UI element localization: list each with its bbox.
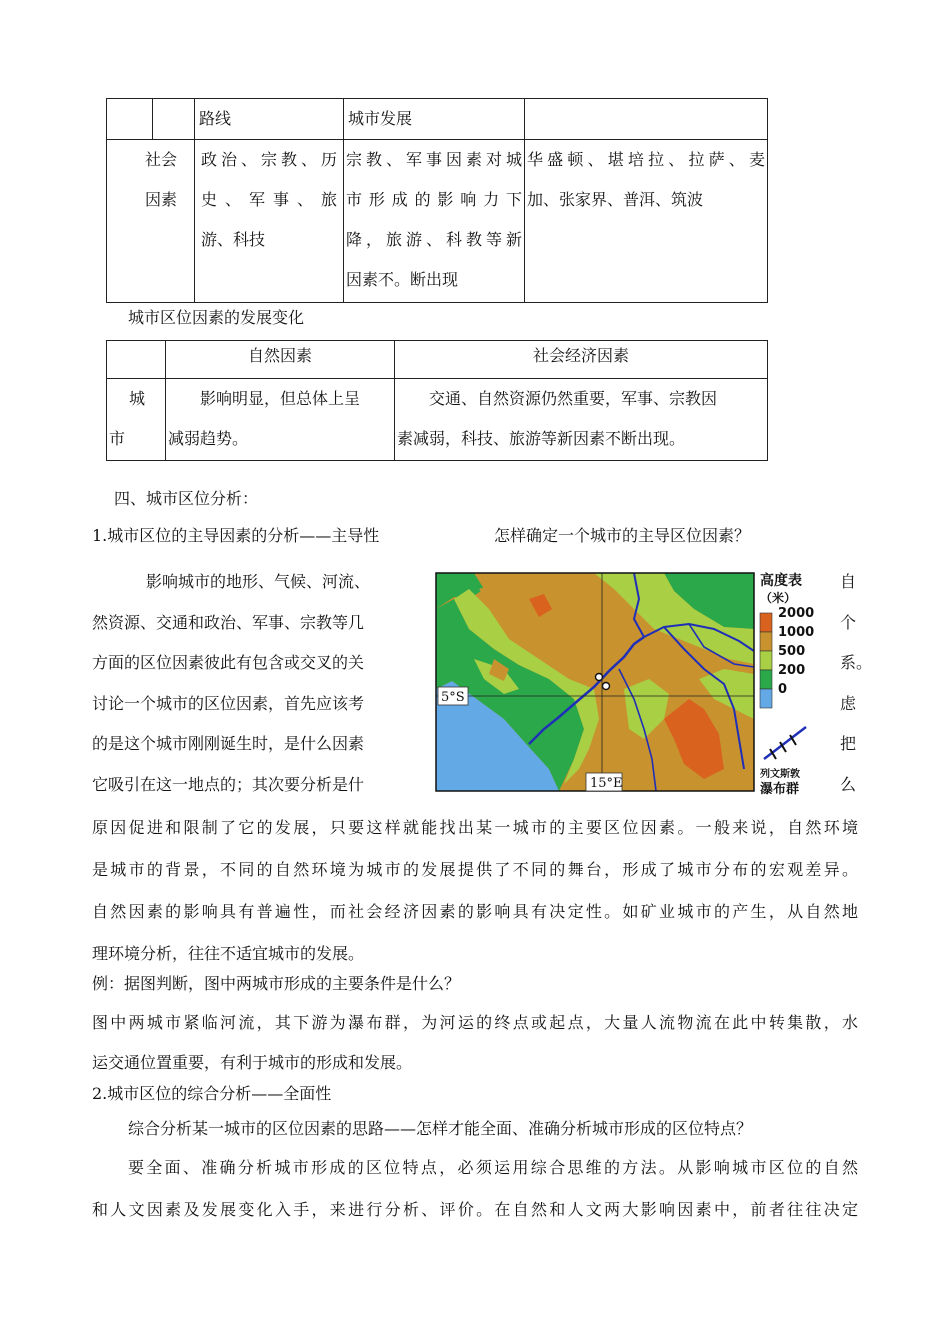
table-cell — [107, 379, 166, 461]
cell-line: 因素不。断出现 — [346, 270, 459, 289]
section-heading: 四、城市区位分析： — [114, 489, 259, 508]
text-line: 把 — [840, 734, 857, 753]
table-caption: 城市区位因素的发展变化 — [128, 308, 305, 327]
cell-line: 市形成的影响力下 — [346, 190, 522, 209]
wrap-text-left — [92, 562, 422, 805]
paragraph-approach: 综合分析某一城市的区位因素的思路——怎样才能全面、准确分析城市形成的区位特点？ — [128, 1119, 753, 1138]
table-cell: 城市发展 — [344, 99, 525, 140]
cell-line: 影响明显，但总体上呈 — [200, 389, 361, 408]
falls-label: 瀑布群 — [760, 782, 800, 795]
text-line: 理环境分析，往往不适宜城市的发展。 — [92, 944, 365, 963]
legend-label: 0 — [778, 682, 788, 697]
cell-line: 社会 — [145, 150, 178, 169]
text-line: 方面的区位因素彼此有包含或交叉的关 — [92, 653, 365, 672]
subsection-question: 怎样确定一个城市的主导区位因素？ — [494, 526, 751, 545]
table-cell — [395, 379, 768, 461]
cell-line: 华盛顿、堪培拉、拉萨、麦 — [527, 150, 765, 169]
cell-line: 政治、宗教、历 — [201, 150, 337, 169]
cell-line: 市 — [109, 429, 126, 448]
text-line: 是城市的背景，不同的自然环境为城市的发展提供了不同的舞台，形成了城市分布的宏观差异。 — [92, 860, 858, 879]
table-cell — [525, 99, 768, 140]
text-line: 个 — [840, 612, 857, 632]
cell-line: 加、张家界、普洱、筑波 — [527, 190, 704, 209]
cell-line: 游、科技 — [201, 230, 266, 249]
table-row — [107, 341, 768, 379]
text-line: 系。 — [840, 653, 873, 672]
table-cell — [525, 140, 768, 303]
table-cell — [107, 140, 195, 303]
legend-label: 2000 — [778, 606, 815, 621]
cell-line: 史、军事、旅 — [201, 190, 337, 209]
text-line: 影响城市的地形、气候、河流、 — [146, 572, 371, 591]
cell-line: 素减弱，科技、旅游等新因素不断出现。 — [397, 429, 686, 448]
table-cell — [166, 379, 395, 461]
longitude-label: 15°E — [590, 776, 623, 791]
table-cell — [107, 341, 166, 379]
text-line: 图中两城市紧临河流，其下游为瀑布群，为河运的终点或起点，大量人流物流在此中转集散，水 — [92, 1013, 858, 1032]
text-line: 讨论一个城市的区位因素，首先应该考 — [92, 693, 365, 713]
cell-line: 因素 — [145, 190, 178, 209]
table-cell — [153, 99, 195, 140]
table-cell: 自然因素 — [166, 341, 395, 379]
table-cell — [107, 99, 153, 140]
falls-label-city: 列文斯敦 — [760, 769, 800, 780]
table-row — [107, 379, 768, 461]
table-cell: 路线 — [195, 99, 344, 140]
legend-unit: （米） — [760, 591, 797, 605]
table-row — [107, 99, 768, 140]
legend-label: 200 — [778, 663, 806, 678]
example-answer — [92, 1003, 858, 1083]
text-line: 它吸引在这一地点的；其次要分析是什 — [92, 774, 365, 794]
table-social-factors — [106, 98, 768, 303]
text-line: 虑 — [840, 693, 857, 713]
table-cell: 社会经济因素 — [395, 341, 768, 379]
text-line: 要全面、准确分析城市形成的区位特点，必须运用综合思维的方法。从影响城市区位的自然 — [128, 1158, 858, 1177]
text-line: 自 — [840, 572, 857, 591]
cell-line: 城 — [129, 389, 146, 408]
legend-title: 高度表 — [760, 573, 802, 589]
subsection-heading-1: 1.城市区位的主导因素的分析——主导性 — [92, 526, 380, 545]
subsection-heading-2: 2.城市区位的综合分析——全面性 — [92, 1084, 332, 1103]
legend-label: 1000 — [778, 625, 815, 640]
legend-label: 500 — [778, 644, 806, 659]
paragraph-main — [92, 807, 858, 975]
text-line: 运交通位置重要，有利于城市的形成和发展。 — [92, 1053, 413, 1072]
wrap-text-right — [840, 562, 880, 805]
latitude-label: 5°S — [441, 690, 465, 705]
text-line: 么 — [840, 774, 857, 794]
example-question: 例：据图判断，图中两城市形成的主要条件是什么？ — [92, 974, 461, 993]
paragraph-method — [92, 1147, 858, 1231]
table-cell — [195, 140, 344, 303]
cell-line: 减弱趋势。 — [168, 429, 249, 448]
cell-line: 降，旅游、科教等新 — [346, 230, 522, 249]
table-factor-changes — [106, 340, 768, 461]
text-line: 和人文因素及发展变化入手，来进行分析、评价。在自然和人文两大影响因素中，前者往往决定 — [92, 1200, 858, 1219]
topographic-map — [434, 569, 836, 795]
text-line: 自然因素的影响具有普遍性，而社会经济因素的影响具有决定性。如矿业城市的产生，从自然地 — [92, 902, 858, 921]
table-row — [107, 140, 768, 303]
text-line: 的是这个城市刚刚诞生时，是什么因素 — [92, 734, 365, 753]
map-graphic — [434, 569, 836, 795]
text-line: 原因促进和限制了它的发展，只要这样就能找出某一城市的主要区位因素。一般来说，自然环境 — [92, 818, 858, 837]
cell-line: 宗教、军事因素对城 — [346, 150, 522, 169]
text-line: 然资源、交通和政治、军事、宗教等几 — [92, 612, 365, 632]
table-cell — [344, 140, 525, 303]
cell-line: 交通、自然资源仍然重要，军事、宗教因 — [429, 389, 718, 408]
